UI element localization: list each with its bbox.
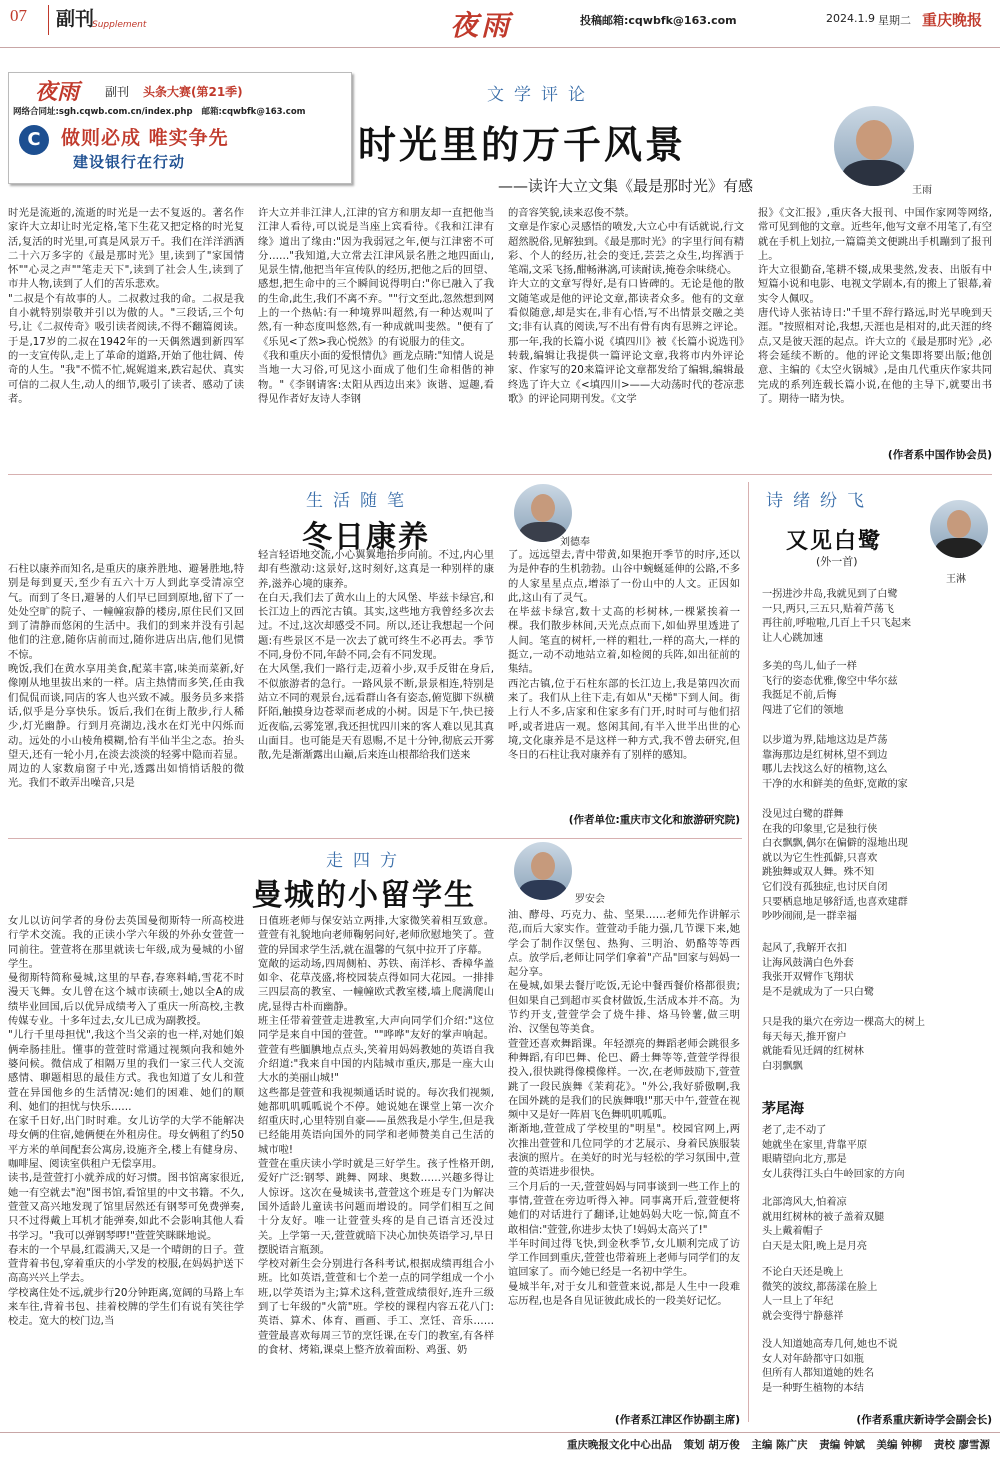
- footer-planner: 策划 胡万俊: [683, 1439, 740, 1451]
- poems-section: 诗绪纷飞: [766, 491, 874, 511]
- section-label: 副刊: [56, 8, 95, 30]
- footer-credits: [567, 1437, 990, 1452]
- poem-stanza: 以步道为界,陆地这边是芦荡 靠海那边是红树林,望不到边 哪儿去找这么好的植物,这么 干净的水和鲜美的鱼虾,宽敞的家: [762, 735, 908, 790]
- poem-stanza: 老了,走不动了 她就坐在家里,背靠平原 眼睛望向北方,那是 女儿获得江头白牛岭回家的方向: [762, 1125, 905, 1180]
- ad-link[interactable]: sgh.cqwb.com.cn/index.php: [58, 107, 193, 117]
- bank-logo-icon: C: [19, 125, 49, 155]
- article2-section: 生活随笔: [306, 491, 414, 511]
- footer-editor: 主编 陈广庆: [751, 1439, 808, 1451]
- article3-author: 罗安会: [575, 894, 605, 905]
- page-footer: [0, 1432, 1000, 1456]
- poem-stanza: 起风了,我解开衣扣 让海风鼓满白色外套 我张开双臂作飞翔状 是不是就成为了一只白鹭: [762, 943, 875, 998]
- article1-section: 文学评论: [487, 85, 595, 105]
- article1-col4: 报》《文汇报》,重庆各大报刊、中国作家网等网络,常可见到他的文章。近些年,他写文章不用笔了,有空就在手机上划拉,一篇篇美文便跳出手机蹦到了报刊上。 许大立很勤奋,笔耕不辍,成果斐然,发表、出版有中短篇小说和电影、电视文学剧本,有的搬上了银幕,着实令人佩叹。 唐代诗人张祜诗日:"千里不辞行路远,时光早晚到天涯。"按照相对论,我想,天涯也是相对的,此天涯的终点,又是彼天涯的起点。许大立的《最是那时光》,必将会延续不断的。他的评论文集即将要出版;他创意、主编的《太空火锅城》,是由几代重庆作家共同完成的系列连载长篇小说,在他的主导下,就要出书了。期待一睹为快。: [758, 207, 992, 405]
- article2-title: 冬日康养: [302, 520, 430, 555]
- footer-duty-editor: 责编 钟斌: [819, 1439, 865, 1451]
- poem-title-2: 茅尾海: [762, 1101, 804, 1117]
- ad-slogan-main: 做则必成 唯实争先: [61, 127, 229, 149]
- article1-credit: (作者系中国作协会员): [887, 449, 992, 461]
- article3-title: 曼城的小留学生: [252, 878, 476, 913]
- divider: [8, 838, 742, 839]
- ad-brand: 夜雨: [35, 79, 80, 105]
- submission-email: 投稿邮箱:cqwbfk@163.com: [580, 14, 737, 27]
- article3-col2: 日值班老师与保安站立两排,大家微笑着相互致意。萱萱有礼貌地向老师鞠躬问好,老师欣慰地笑了。萱萱的异国求学生活,就在温馨的气氛中拉开了序幕。 宽敞的运动场,四周侧柏、苏铁、南洋杉、香樟华盖如伞、花草茂盛,将校园装点得如同大花园。一排排三四层高的教室、一幢幢欧式教室楼,墙上爬满爬山虎,显得古朴而幽静。 班主任带着萱萱走进教室,大声向同学们介绍:"这位同学是来自中国的萱萱。""哗哗"友好的掌声响起。萱萱有些腼腆地点点头,笑着用妈妈教她的英语自我介绍道:"我来自中国的内陆城市重庆,那是一座大山大水的美丽山城!" 这些都是萱萱和我视频通话时说的。每次我们视频,她都叽叽呱呱说个不停。她说她在课堂上第一次介绍重庆时,心里特别自豪——虽然我是小学生,但是我已经能用英语向国外的同学和老师赞美自己生活的城市啦! 萱萱在重庆读小学时就是三好学生。孩子性格开朗,爱好广泛:钢琴、跳舞、网球、奥数……兴趣多得让人惊讶。这次在曼城读书,萱萱这个班是专门为解决国外适龄儿童读书问题而增设的。同学们相互之间十分友好。唯一让萱萱头疼的是自己语言还没过关。上学第一天,萱萱就暗下决心加快英语学习,早日摆脱语言瓶颈。 学校对新生会分别进行各科考试,根据成绩再组合小班。比如英语,萱萱和七个差一点的同学组成一个小班,以学英语为主;算术这科,萱萱成绩很好,连升三级到了七年级的"火箭"班。学校的课程内容五花八门:英语、算术、体育、画画、手工、烹饪、音乐……萱萱最喜欢每周三节的烹饪课,在专门的教室,有各样的食材、烤箱,课桌上整齐放着面粉、鸡蛋、奶: [258, 915, 494, 1356]
- author-photo: [930, 500, 988, 558]
- poem-stanza: 没见过白鹭的群舞 在我的印象里,它是独行侠 白衣飘飘,偶尔在偏僻的湿地出现 就以为它生性孤僻,只喜欢 跳独舞或双人舞。殊不知 它们没有孤独症,也讨厌自闭 只要栖息地足够舒适,也喜欢建群 吵吵闹闹,是一群幸福: [762, 809, 908, 923]
- article2-author: 刘德奉: [560, 537, 590, 548]
- poem-title: 又见白鹭: [786, 528, 883, 554]
- issue-date: 2024.1.9: [826, 12, 875, 25]
- article1-col2: 许大立并非江津人,江津的官方和朋友却一直把他当江津人看待,可以说是当座上宾看待。《我和江津有缘》道出了缘由:"因为我弱冠之年,便与江津密不可分……"我知道,大立常去江津风景名胜之地四面山,见景生情,他把当年宣传队的经历,把他之后的回望、感想,把生命中的三个瞬间说得明白:"你已融入了我的生命,此生,我们不离不弃。""行文至此,忽然想到网上的一个热帖:有一种境界叫超然,有一种达观叫了然,有一种态度叫悠然,有一种成就叫斐然。"便有了《乐见<了然>我心悦然》的有说服力的佳文。 《我和重庆小面的爱恨情仇》画龙点睛:"知情人说是当地一大习俗,可见这小面成了他们生命相偕的神物。"《李钢请客:太阳从西边出来》诙谐、逗趣,看得见作者好友诗人李钢: [258, 207, 494, 405]
- ad-link-row: [13, 105, 306, 117]
- ad-mail[interactable]: cqwbfk@163.com: [221, 107, 306, 117]
- brand-logo: 夜雨: [450, 9, 513, 42]
- ad-slogan-sub: 建设银行在行动: [73, 153, 186, 171]
- article2-col3: 了。远远望去,青中带黄,如果抱开季节的时序,还以为是仲春的生机勃勃。山谷中蜿蜒延伸的公路,不多的人家星星点点,增添了一份山中的人文。正因如此,这山有了灵气。 在毕兹卡绿宫,数十丈高的杉树林,一棵紧挨着一棵。我们散步林间,天光点点而下,如仙界里透进了人间。笔直的树杆,一样的粗壮,一样的高大,一样的挺立,一动不动地站立着,如检阅的兵阵,如出征前的集结。 西沱古镇,位于石柱东部的长江边上,我是第四次而来了。我们从上往下走,有如从"天梯"下到人间。街上行人不多,店家和住家多有门开,时时可与他们招呼,或者进店一观。悠闲其间,有半入世半出世的心境,文化康养是不是这样一种方式,我不曾去研究,但冬日的石柱让我对康养有了别样的感知。: [508, 549, 740, 762]
- article3-credit: (作者系江津区作协副主席): [614, 1414, 740, 1426]
- article3-section: 走四方: [326, 851, 407, 871]
- section-label-en: Supplement: [92, 20, 147, 30]
- ad-label: 副刊: [105, 85, 130, 99]
- article1-title: 时光里的万千风景: [358, 122, 687, 167]
- article1-col1: 时光是流逝的,流逝的时光是一去不复返的。著名作家许大立却让时光定格,笔下生花又把定格的时光复活,复活的时光里,可真是风景万千。我们在洋洋洒洒二十六万多字的《最是那时光》里,读到了"家国情怀""心灵之声""笔走天下",读到了社会人生,读到了市井人物,读到了人们的苦乐悲欢。 "二叔是个有故事的人。二叔救过我的命。二叔是我自小就特别崇敬并引以为傲的人。"三段话,三个句号,让《二叔传奇》吸引读者阅读,不得不翻篇阅读。于是,17岁的二叔在1942年的一天偶然遇到新四军的一支宣传队,走上了革命的道路,开始了他壮阔、传奇的人生。"我"不慌不忙,娓娓道来,跌宕起伏、真实可信的二叔人生,动人的细节,吸引了读者、感动了读者。: [8, 207, 244, 405]
- poem-author: 王淋: [946, 574, 966, 585]
- poem-subtitle: (外一首): [816, 555, 858, 568]
- author-photo: [514, 842, 572, 900]
- poem-stanza: 多美的鸟儿,仙子一样 飞行的姿态优雅,像空中华尔兹 我挺足不前,后悔 闯进了它们的领地: [762, 661, 898, 716]
- article2-col2: 轻言轻语地交流,小心翼翼地抬步向前。不过,内心里却有些激动:这景好,这时刻好,这真是一种别样的康养,滋养心境的康养。 在白天,我们去了黄水山上的大风堡、毕兹卡绿宫,和长江边上的西沱古镇。其实,这些地方我曾经多次去过。不过,这次却感受不同。所以,还让我想起一个问题:有些景区不是一次去了就可终生不必再去。季节不同,身份不同,年龄不同,会有不同发现。 在大风堡,我们一路行走,迈着小步,双手反钳在身后,不似旅游者的急行。一路风景不断,景景相连,特别是站立不同的观景台,远看群山各有姿态,俯览脚下纵横阡陌,触摸身边苍翠而老成的小树。因是下午,快已接近夜临,云雾笼罩,我还担忧四川来的客人难以见其真山面目。也可能是天有恩赐,不足十分钟,彻底云开雾散,先是渐渐露出山巅,后来连山根都给我们送来: [258, 549, 494, 762]
- ad-contest: 头条大赛(第21季): [143, 85, 243, 99]
- divider: [8, 474, 992, 475]
- article2-credit: (作者单位:重庆市文化和旅游研究院): [568, 814, 740, 826]
- article1-subtitle: ——读许大立文集《最是那时光》有感: [498, 177, 754, 195]
- poem-stanza: 北部湾风大,怕着凉 就用红树林的被子盖着双腿 头上戴着帽子 白天是太阳,晚上是月亮: [762, 1197, 885, 1252]
- footer-art-editor: 美编 钟柳: [876, 1439, 923, 1451]
- poem-stanza: 不论白天还是晚上 微笑的波纹,都荡漾在脸上 人一旦上了年纪 就会变得宁静慈祥: [762, 1267, 878, 1322]
- article3-col1: 女儿以访问学者的身份去英国曼彻斯特一所高校进行学术交流。我的正读小学六年级的外孙女萱萱一同前往。萱萱将在那里就读七年级,成为曼城的小留学生。 曼彻斯特简称曼城,这里的早春,春寒料峭,雪花不时漫天飞舞。女儿曾在这个城市读硕士,她以全A的成绩毕业回国,后以优异成绩考入了重庆一所高校,主教传媒专业。十多年过去,女儿已成为副教授。 "儿行千里母担忧",我这个当父亲的也一样,对她们娘俩牵肠挂肚。懂事的萱萱时常通过视频向我和她外婆问候。微信成了相隔万里的我们一家三代人交流感情、聊题相思的最佳方式。我也知道了女儿和萱萱在异国他乡的生活情况:她们的困难、她们的顺利、她们的担忧与快乐…… 在家千日好,出门时时难。女儿访学的大学不能解决母女俩的住宿,她俩便在外租房住。母女俩租了约50平方米的单间配套公寓房,设施齐全,楼上有健身房、咖啡屋、阅读室供租户无偿享用。 读书,是萱萱打小就养成的好习惯。图书馆离家很近,她一有空就去"泡"图书馆,看馆里的中文书籍。不久,萱萱又高兴地发现了馆里居然还有钢琴可免费弹奏,只不过得戴上耳机才能弹奏,如此不会影响其他人看书学习。"我可以弹钢琴啰!"萱萱笑眯眯地说。 春末的一个早晨,红霞满天,又是一个晴朗的日子。萱萱背着书包,穿着重庆的小学发的校服,在妈妈护送下高高兴兴上学去。 学校离住处不远,就步行20分钟距离,宽阔的马路上车来车往,背着书包、挂着校牌的学生们有说有笑往学校走。宽大的校门边,当: [8, 915, 244, 1328]
- poem-stanza: 只是我的巢穴在旁边一棵高大的树上 每天每天,推开窗户 就能看见迁阔的红树林 白羽飘飘: [762, 1017, 925, 1072]
- author-photo: [834, 106, 914, 186]
- article2-col1: 石柱以康养而知名,是重庆的康养胜地、避暑胜地,特别是每到夏天,至少有五六十万人到此享受清凉空气。而到了冬日,避暑的人们早已回到原地,留下了一处处空旷的院子、一幢幢寂静的楼房,原住民们又回到了清静而悠闲的生活中。我们的到来并没有引起他们的注意,随你店前而过,随你进店出店,他们见惯不惊。 晚饭,我们在黄水享用美食,配菜丰富,味美而菜新,好像刚从地里拔出来的一样。店主热情而多笑,任由我们侃侃而谈,同店的客人也兴致不减。服务员多来搭话,似乎是分享快乐。饭后,我们在街上散步,行人稀少,灯光幽静。行到月亮湖边,浅水在灯光中闪烁而动。远处的小山棱角模糊,恰有半仙半尘之态。抬头望天,还有一轮小月,在淡去淡淡的轻雾中隐而若显。周边的人家数扇窗子中光,透露出如悄悄话般的微光。我们不敢弄出噪音,只是: [8, 563, 244, 790]
- ad-mail-label: 邮箱:: [201, 107, 222, 117]
- ad-link-label: 网络合同址:: [13, 107, 59, 117]
- contest-ad[interactable]: [8, 72, 352, 184]
- article1-col3: 的音容笑貌,读来忍俊不禁。 文章是作家心灵感悟的喷发,大立心中有话就说,行文超然脱俗,见解独到。《最是那时光》的字里行间有精彩、个人的经历,社会的变迁,芸芸之众生,均挥洒于笔端,文采飞扬,酣畅淋漓,可读耐读,掩卷余味绕心。 许大立的文章写得好,是有口皆碑的。无论是他的散文随笔或是他的评论文章,都读者众多。他有的文章看似随意,却是实在,非有心悟,写不出情景交融之美文;非有认真的阅读,写不出有骨有肉有思辨之评论。那一年,我的长篇小说《填四川》被《长篇小说选刊》转载,编辑让我提供一篇评论文章,我将市内外评论家、作家写的20来篇评论文章都发给了编辑,编辑最终选了许大立《<填四川>——大动荡时代的苍凉悲歌》的评论同期刊发。《文学: [508, 207, 744, 405]
- paper-name: 重庆晚报: [922, 11, 983, 29]
- poem-stanza: 一拐进沙井岛,我就见到了白鹭 一只,两只,三五只,贴着芦荡飞 再往前,呼啦啦,几百上千只飞起来 让人心跳加速: [762, 589, 912, 644]
- page-number: 07: [10, 6, 27, 25]
- article3-col3: 油、酵母、巧克力、盐、坚果……老师先作讲解示范,而后大家实作。萱萱动手能力强,几节课下来,她学会了制作汉堡包、热狗、三明治、奶酪等等西点。放学后,老师让同学们拿着"产品"回家与妈妈一起分享。 在曼城,如果去餐厅吃饭,无论中餐西餐价格都很贵;但如果自己到超市买食材做饭,生活成本并不高。为节约开支,萱萱学会了烧牛排、烙马铃薯,做三明治、汉堡包等美食。 萱萱还喜欢舞蹈课。年轻漂亮的舞蹈老师会跳很多种舞蹈,有印巴舞、伦巴、爵士舞等等,萱萱学得很投入,很快跳得像模像样。一次,在老师鼓励下,萱萱跳了一段民族舞《茉莉花》。"外公,我好骄傲啊,我在国外跳的是我们的民族舞哦!"那天中午,萱萱在视频中又是好一阵眉飞色舞叽叽呱呱。 渐渐地,萱萱成了学校里的"明星"。校园官网上,两次推出萱萱和几位同学的才艺展示、身着民族服装表演的照片。在美好的时光与轻松的学习氛围中,萱萱的英语进步很快。 三个月后的一天,萱萱妈妈与同事谈到一些工作上的事情,萱萱在旁边听得入神。同事离开后,萱萱便将她们的对话进行了翻译,让她妈妈大吃一惊,简直不敢相信:"萱萱,你进步太快了!妈妈太高兴了!" 半年时间过得飞快,到金秋季节,女儿顺利完成了访学工作回到重庆,萱萱也带着班上老师与同学们的友谊回家了。而今她已经是一名初中学生。 曼城半年,对于女儿和萱萱来说,都是人生中一段难忘历程,也是各自见证彼此成长的一段美好记忆。: [508, 909, 740, 1308]
- divider: [48, 5, 49, 35]
- footer-proofreader: 责校 廖雪源: [933, 1439, 990, 1451]
- poems-credit: (作者系重庆新诗学会副会长): [856, 1414, 992, 1426]
- divider: [748, 482, 749, 1422]
- issue-weekday: 星期二: [878, 14, 911, 27]
- article1-author: 王雨: [912, 185, 932, 196]
- page-header: [0, 0, 1000, 48]
- poem-stanza: 没人知道她高寿几何,她也不说 女人对年龄都守口如瓶 但所有人都知道她的姓名 是一种野生植物的本结: [762, 1339, 898, 1394]
- footer-org: 重庆晚报文化中心出品: [566, 1439, 672, 1451]
